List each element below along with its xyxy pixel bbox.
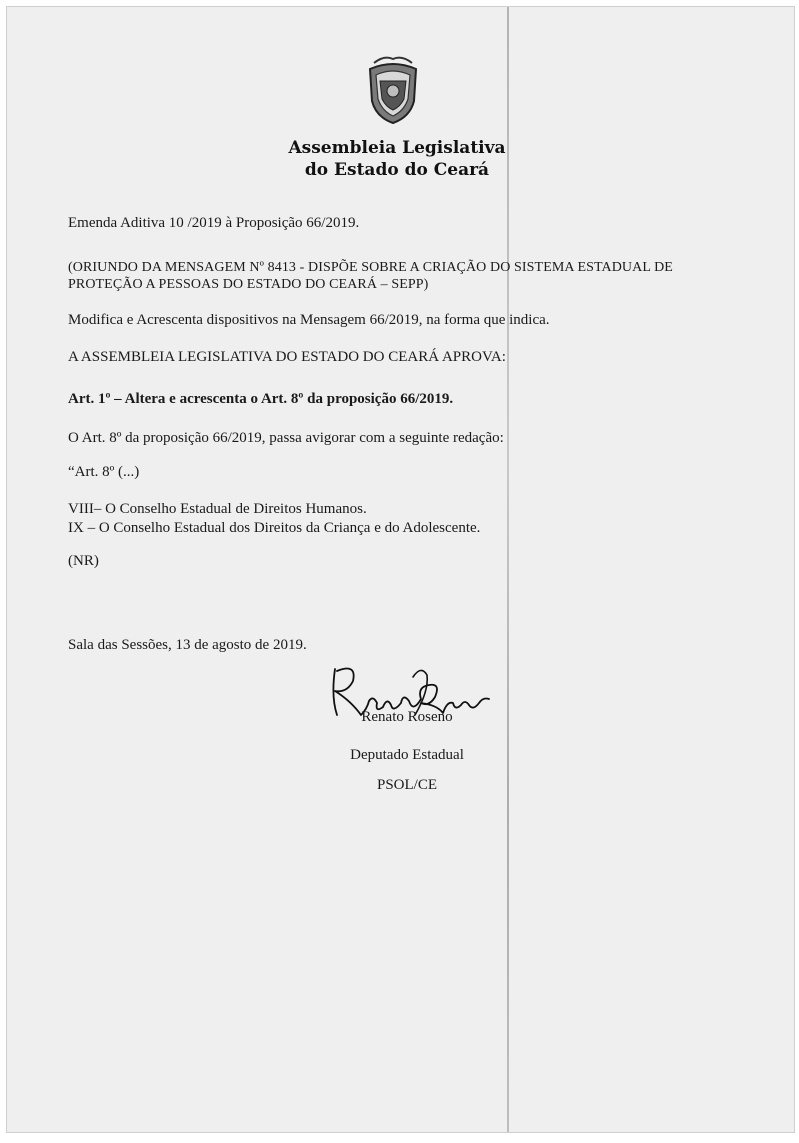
nr-marker: (NR) [68, 553, 99, 569]
item-viii: VIII– O Conselho Estadual de Direitos Humanos. [68, 501, 367, 517]
signature-block [307, 657, 507, 807]
signer-name: Renato Roseno [361, 709, 453, 725]
state-crest-icon [364, 55, 422, 125]
amendment-title: Emenda Aditiva 10 /2019 à Proposição 66/2019. [68, 215, 360, 231]
summary: Modifica e Acrescenta dispositivos na Mensagem 66/2019, na forma que indica. [68, 312, 550, 328]
signer-role: Deputado Estadual [350, 747, 464, 763]
origin-line-1: (ORIUNDO DA MENSAGEM Nº 8413 - DISPÕE SOBRE A CRIAÇÃO DO SISTEMA ESTADUAL DE [68, 260, 673, 275]
origin-line-2: PROTEÇÃO A PESSOAS DO ESTADO DO CEARÁ – SEPP) [68, 277, 429, 292]
quote-start: “Art. 8º (...) [68, 464, 140, 480]
place-date: Sala das Sessões, 13 de agosto de 2019. [68, 637, 307, 653]
approves-statement: A ASSEMBLEIA LEGISLATIVA DO ESTADO DO CEARÁ APROVA: [68, 349, 506, 365]
article-intro: O Art. 8º da proposição 66/2019, passa avigorar com a seguinte redação: [68, 430, 504, 446]
header-line-2: do Estado do Ceará [304, 160, 490, 180]
article-heading: Art. 1º – Altera e acrescenta o Art. 8º da proposição 66/2019. [68, 391, 454, 407]
document-page [6, 6, 795, 1133]
signer-party: PSOL/CE [376, 777, 437, 793]
header-line-1: Assembleia Legislativa [288, 138, 506, 158]
assembly-header [237, 137, 557, 181]
item-ix: IX – O Conselho Estadual dos Direitos da Criança e do Adolescente. [68, 520, 481, 536]
